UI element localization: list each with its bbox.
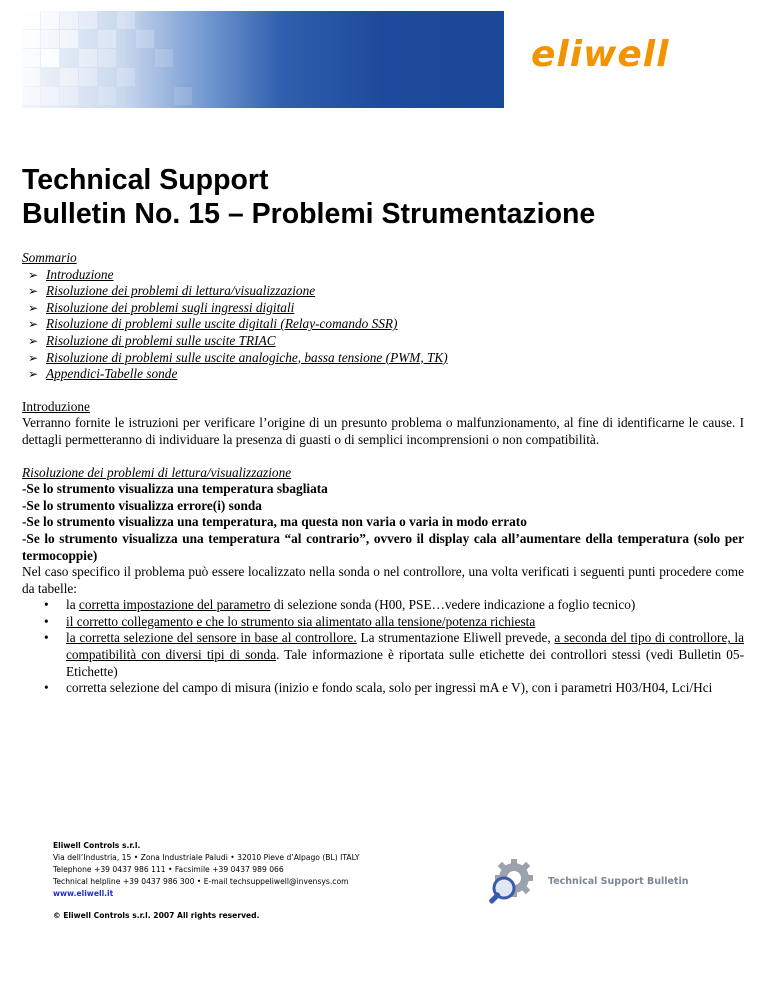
check-item: • corretta selezione del campo di misura (inizio e fondo scala, solo per ingressi mA e V), con i parametri H03/H04, Lci/Hci (44, 680, 713, 696)
check-item: • la corretta selezione del sensore in base al controllore. La strumentazione Eliwell prevede, a seconda del tipo di controllore, la compatibilità con diversi tipi di sonda. Tale informazione è riportata sulle etichette dei controllori stessi (vedi Bulletin 05-Etichette) (44, 630, 744, 679)
mosaic-tile (41, 49, 59, 67)
intro-heading: Introduzione (22, 398, 90, 414)
section1-bold-line: -Se lo strumento visualizza una temperatura sbagliata (22, 481, 328, 497)
mosaic-tile (117, 11, 135, 29)
mosaic-tile (174, 87, 192, 105)
mosaic-tile (22, 68, 40, 86)
mosaic-tile (117, 68, 135, 86)
summary-item[interactable]: ➢ Risoluzione dei problemi di lettura/visualizzazione (28, 283, 316, 299)
title-line-1: Technical Support (22, 164, 269, 196)
section1-text: Nel caso specifico il problema può essere localizzato nella sonda o nel controllore, una volta verificati i seguenti punti procedere come da tabelle: (22, 564, 744, 596)
gear-magnifier-icon (484, 858, 534, 908)
bullet-icon: • (44, 613, 49, 629)
arrow-bullet-icon: ➢ (28, 284, 39, 299)
arrow-bullet-icon: ➢ (28, 367, 39, 382)
summary-heading: Sommario (22, 250, 77, 265)
summary-item[interactable]: ➢ Risoluzione dei problemi sugli ingressi digitali (28, 299, 295, 315)
bullet-icon: • (44, 680, 49, 696)
check-list (22, 597, 744, 697)
section1-bold-line: -Se lo strumento visualizza una temperatura “al contrario”, ovvero il display cala all’aumentare della temperatura (solo per termocoppie) (22, 530, 744, 563)
mosaic-tile (98, 87, 116, 105)
mosaic-tile (79, 68, 97, 86)
mosaic-tile (60, 30, 78, 48)
arrow-bullet-icon: ➢ (28, 333, 39, 348)
summary-item[interactable]: ➢ Risoluzione di problemi sulle uscite analogiche, bassa tensione (PWM, TK) (28, 349, 448, 365)
eliwell-logo: eliwell (531, 34, 670, 75)
section1-bold-line: -Se lo strumento visualizza una temperatura, ma questa non varia o varia in modo errato (22, 514, 527, 530)
check-item: • il corretto collegamento e che lo strumento sia alimentato alla tensione/potenza richiesta (44, 613, 536, 629)
company-address: Via dell’Industria, 15 • Zona Industriale Paludi • 32010 Pieve d’Alpago (BL) ITALY (53, 853, 360, 862)
summary-item[interactable]: ➢ Appendici-Tabelle sonde (28, 366, 178, 382)
summary-item[interactable]: ➢ Risoluzione di problemi sulle uscite TRIAC (28, 332, 276, 348)
arrow-bullet-icon: ➢ (28, 317, 39, 332)
mosaic-tile (98, 49, 116, 67)
mosaic-tile (136, 30, 154, 48)
arrow-bullet-icon: ➢ (28, 350, 39, 365)
mosaic-tile (22, 30, 40, 48)
footer (53, 840, 359, 922)
summary-list (22, 267, 744, 383)
section1-heading: Risoluzione dei problemi di lettura/visualizzazione (22, 464, 292, 480)
arrow-bullet-icon: ➢ (28, 300, 39, 315)
mosaic-tile (79, 49, 97, 67)
mosaic-tile (60, 11, 78, 29)
mosaic-tile (60, 68, 78, 86)
summary-item[interactable]: ➢ Risoluzione di problemi sulle uscite digitali (Relay-comando SSR) (28, 316, 398, 332)
mosaic-tile (155, 49, 173, 67)
mosaic-tile (60, 87, 78, 105)
bullet-icon: • (44, 630, 49, 646)
document-body (22, 250, 744, 697)
section1-bold-line: -Se lo strumento visualizza errore(i) sonda (22, 497, 262, 513)
mosaic-tile (22, 11, 40, 29)
mosaic-tile (98, 30, 116, 48)
mosaic-tile (22, 87, 40, 105)
title-line-2: Bulletin No. 15 – Problemi Strumentazione (22, 198, 596, 230)
company-name: Eliwell Controls s.r.l. (53, 841, 141, 850)
intro-text: Verranno fornite le istruzioni per verificare l’origine di un presunto problema o malfunzionamento, al fine di identificarne le cause. I dettagli permetteranno di individuare la presenza di guasti o di semplici incomprensioni o non compatibilità. (22, 415, 744, 447)
company-helpline: Technical helpline +39 0437 986 300 • E-mail techsuppeliwell@invensys.com (53, 877, 349, 886)
website-link[interactable]: www.eliwell.it (53, 889, 114, 898)
banner-mosaic (22, 11, 252, 108)
page-title (22, 163, 595, 231)
summary-item[interactable]: ➢ Introduzione (28, 266, 114, 282)
company-phone: Telephone +39 0437 986 111 • Facsimile +39 0437 989 066 (53, 865, 284, 874)
check-item: • la corretta impostazione del parametro di selezione sonda (H00, PSE…vedere indicazione a foglio tecnico) (44, 597, 636, 613)
arrow-bullet-icon: ➢ (28, 267, 39, 282)
mosaic-tile (41, 87, 59, 105)
mosaic-tile (41, 11, 59, 29)
mosaic-tile (79, 11, 97, 29)
mosaic-tile (22, 49, 40, 67)
badge-label: Technical Support Bulletin (548, 876, 689, 887)
mosaic-tile (41, 30, 59, 48)
copyright: © Eliwell Controls s.r.l. 2007 All rights reserved. (53, 911, 260, 920)
bullet-icon: • (44, 597, 49, 613)
